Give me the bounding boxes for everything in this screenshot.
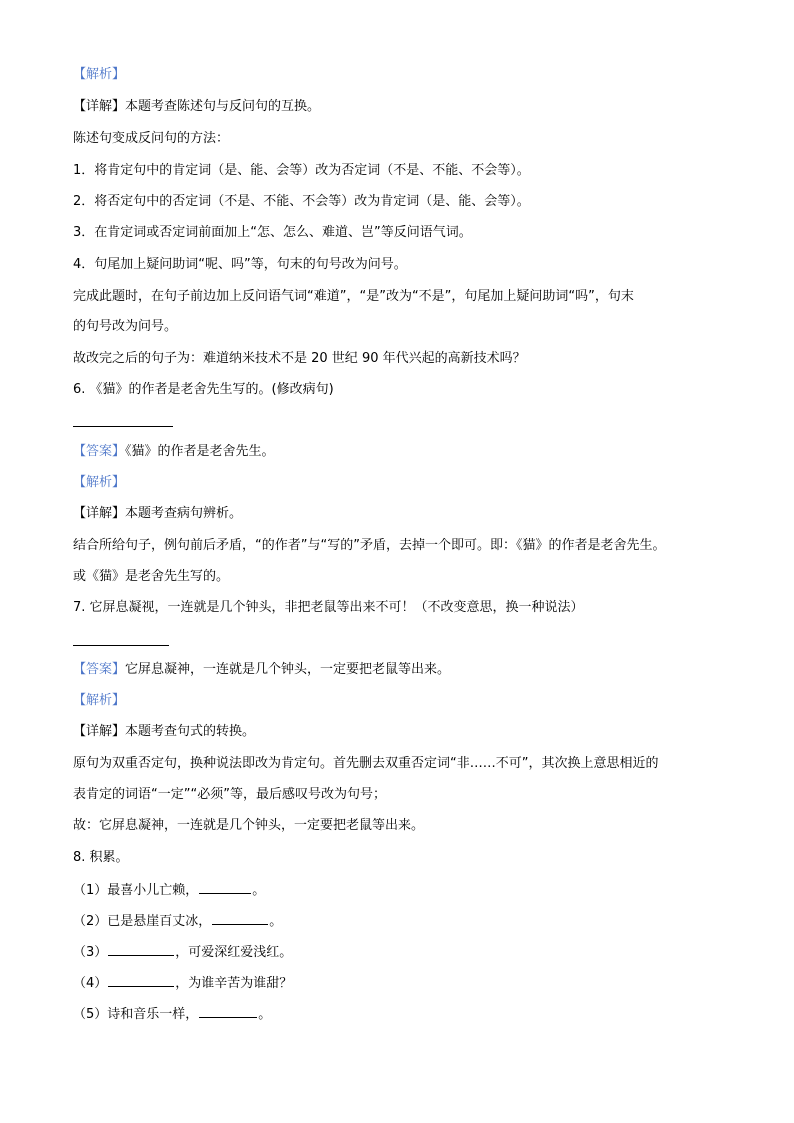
q8-item <box>73 911 723 931</box>
q7-answer <box>73 661 723 679</box>
q6-question: 6. 《猫》的作者是老舍先生写的。(修改病句) <box>73 382 334 397</box>
q8-item-after: ，为谁辛苦为谁甜？ <box>175 976 293 991</box>
q8-item-blank <box>199 1004 257 1018</box>
q8-item-blank <box>108 942 174 956</box>
q5-step-4: 4．句尾加上疑问助词“呢、吗”等，句末的句号改为问号。 <box>73 257 407 272</box>
q7-detail: 【详解】本题考查句式的转换。 <box>73 724 256 739</box>
q8-item-before: （1）最喜小儿亡赖， <box>73 883 199 898</box>
answer-tag: 【答案】 <box>73 662 126 677</box>
analysis-tag: 【解析】 <box>73 475 126 490</box>
q8-item <box>73 973 723 993</box>
q7-explain-1: 原句为双重否定句，换种说法即改为肯定句。首先删去双重否定词“非……不可”，其次换上意思相近的 <box>73 756 659 771</box>
q5-detail: 【详解】本题考查陈述句与反问句的互换。 <box>73 99 321 114</box>
q6-analysis-heading <box>73 474 723 492</box>
q8-item <box>73 1004 723 1024</box>
q7-question: 7. 它屏息凝视，一连就是几个钟头，非把老鼠等出来不可！（不改变意思，换一种说法） <box>73 600 584 615</box>
q5-step-1: 1．将肯定句中的肯定词（是、能、会等）改为否定词（不是、不能、不会等）。 <box>73 163 530 178</box>
q8-item-blank <box>212 911 268 925</box>
analysis-heading <box>73 66 723 84</box>
analysis-tag: 【解析】 <box>73 693 126 708</box>
q8-item-before: （3） <box>73 945 108 960</box>
q8-item-before: （5）诗和音乐一样， <box>73 1007 199 1022</box>
q6-explain-1: 结合所给句子，例句前后矛盾，“的作者”与“写的”矛盾，去掉一个即可。即：《猫》的作者是老舍先生。 <box>73 538 666 553</box>
q8-item-after: 。 <box>269 914 283 929</box>
q8-item <box>73 880 723 900</box>
q8-item-after: 。 <box>252 883 266 898</box>
q8-item <box>73 942 723 962</box>
q5-conclusion: 故改完之后的句子为：难道纳米技术不是 20 世纪 90 年代兴起的高新技术吗？ <box>73 351 526 366</box>
q8-item-after: ，可爱深红爱浅红。 <box>175 945 293 960</box>
q6-detail: 【详解】本题考查病句辨析。 <box>73 506 243 521</box>
q7-conclusion: 故：它屏息凝神，一连就是几个钟头，一定要把老鼠等出来。 <box>73 818 425 833</box>
q6-answer <box>73 443 723 461</box>
answer-tag: 【答案】 <box>73 444 126 459</box>
q5-method-title: 陈述句变成反问句的方法： <box>73 131 230 146</box>
analysis-tag: 【解析】 <box>73 67 126 82</box>
q5-step-3: 3．在肯定词或否定词前面加上“怎、怎么、难道、岂”等反问语气词。 <box>73 225 472 240</box>
q7-analysis-heading <box>73 692 723 710</box>
q8-item-blank <box>199 880 251 894</box>
q5-step-2: 2．将否定句中的否定词（不是、不能、不会等）改为肯定词（是、能、会等）。 <box>73 194 530 209</box>
q5-explain-1: 完成此题时，在句子前边加上反问语气词“难道”，“是”改为“不是”，句尾加上疑问助词“吗”，句末 <box>73 289 634 304</box>
q5-explain-2: 的句号改为问号。 <box>73 319 178 334</box>
q8-item-before: （4） <box>73 976 108 991</box>
q7-answer-text: 它屏息凝神，一连就是几个钟头，一定要把老鼠等出来。 <box>125 662 451 677</box>
q8-item-before: （2）已是悬崖百丈冰， <box>73 914 212 929</box>
q8-item-after: 。 <box>258 1007 272 1022</box>
q8-item-blank <box>108 973 174 987</box>
q7-answer-blank <box>73 645 169 646</box>
q6-explain-2: 或《猫》是老舍先生写的。 <box>73 569 230 584</box>
q8-title: 8. 积累。 <box>73 850 129 865</box>
q6-answer-text: 《猫》的作者是老舍先生。 <box>125 444 275 459</box>
q7-explain-2: 表肯定的词语“一定”“必须”等，最后感叹号改为句号； <box>73 787 386 802</box>
q6-answer-blank <box>73 426 173 427</box>
